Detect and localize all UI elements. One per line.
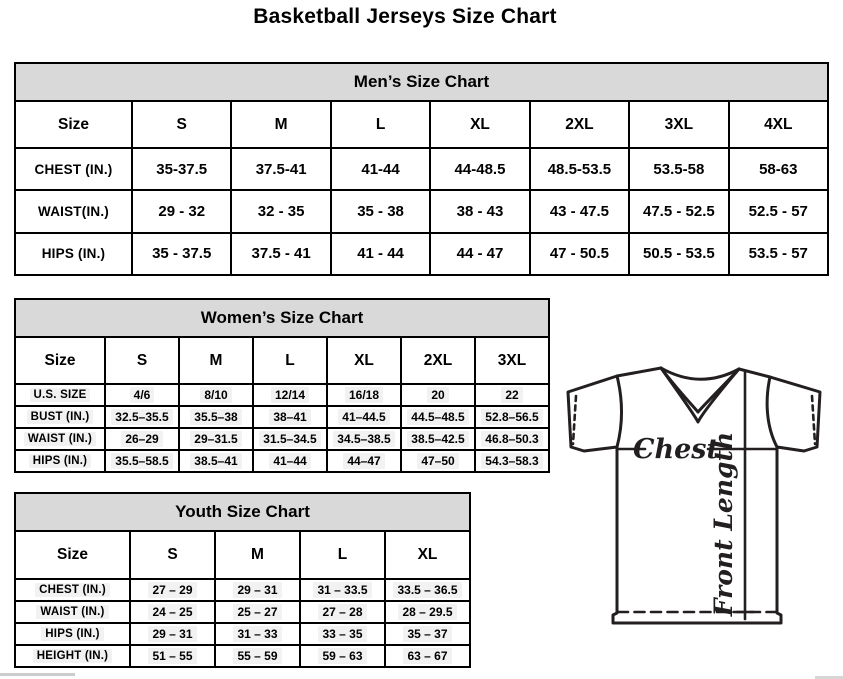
value-cell-text: 31 – 33 — [233, 626, 281, 642]
value-cell — [476, 407, 548, 427]
value-cell — [301, 580, 384, 600]
column-header-3xl-text: 3XL — [497, 351, 527, 369]
value-cell — [630, 191, 727, 231]
value-cell — [232, 149, 329, 189]
column-header-2xl — [531, 102, 628, 147]
value-cell-text: 44-48.5 — [454, 160, 506, 178]
value-cell-text: 38.5–42.5 — [407, 431, 468, 447]
size-column-header — [16, 102, 131, 147]
value-cell — [386, 602, 469, 622]
value-cell — [254, 429, 326, 449]
value-cell-text: 34.5–38.5 — [333, 431, 394, 447]
value-cell — [254, 451, 326, 471]
value-cell — [431, 234, 528, 274]
value-cell — [730, 149, 827, 189]
column-header-l — [332, 102, 429, 147]
column-header-s-text: S — [167, 546, 178, 563]
bottom-left-partial-element — [0, 673, 75, 676]
row-label-text: HIPS (IN.) — [29, 454, 91, 468]
value-cell — [133, 191, 230, 231]
value-cell — [402, 385, 474, 405]
row-label-text: CHEST (IN.) — [34, 161, 113, 177]
jersey-diagram — [558, 362, 830, 628]
row-label-text: WAIST (IN.) — [24, 432, 96, 446]
armhole-seam-left-line — [617, 376, 622, 447]
youth-size-table — [14, 492, 471, 668]
row-label — [16, 407, 104, 427]
value-cell — [133, 149, 230, 189]
value-cell — [232, 234, 329, 274]
value-cell-text: 29 – 31 — [148, 626, 196, 642]
value-cell-text: 38.5–41 — [190, 453, 241, 469]
value-cell — [332, 149, 429, 189]
value-cell-text: 41–44.5 — [338, 409, 389, 425]
value-cell-text: 26–29 — [121, 431, 162, 447]
value-cell — [216, 624, 299, 644]
value-cell — [180, 407, 252, 427]
value-cell-text: 54.3–58.3 — [481, 453, 542, 469]
row-label-text: WAIST(IN.) — [38, 203, 109, 219]
value-cell-text: 22 — [501, 387, 522, 403]
column-header-m-text: M — [209, 351, 223, 369]
value-cell-text: 32.5–35.5 — [111, 409, 172, 425]
armhole-seam-right-line — [767, 377, 777, 447]
value-cell-text: 32 - 35 — [257, 202, 305, 220]
value-cell-text: 37.5 - 41 — [251, 245, 311, 263]
value-cell — [730, 191, 827, 231]
column-header-l-text: L — [337, 546, 348, 563]
size-column-header-text: Size — [56, 546, 88, 563]
value-cell — [328, 407, 400, 427]
value-cell — [332, 234, 429, 274]
value-cell — [131, 646, 214, 666]
row-label — [16, 429, 104, 449]
page-title: Basketball Jerseys Size Chart — [253, 5, 557, 28]
column-header-2xl-text: 2XL — [565, 115, 594, 133]
value-cell-text: 29 - 32 — [158, 202, 206, 220]
value-cell-text: 51 – 55 — [148, 648, 196, 664]
value-cell-text: 63 – 67 — [403, 648, 451, 664]
value-cell-text: 53.5 - 57 — [748, 245, 808, 263]
column-header-3xl — [476, 338, 548, 383]
mens-table-grid — [16, 102, 827, 274]
value-cell-text: 35 - 38 — [357, 202, 404, 220]
value-cell — [254, 407, 326, 427]
value-cell — [131, 624, 214, 644]
value-cell-text: 44 - 47 — [456, 245, 504, 263]
value-cell-text: 31.5–34.5 — [259, 431, 320, 447]
column-header-s — [106, 338, 178, 383]
value-cell — [630, 149, 727, 189]
value-cell — [476, 451, 548, 471]
column-header-3xl-text: 3XL — [664, 115, 694, 133]
value-cell — [131, 580, 214, 600]
column-header-xl — [386, 532, 469, 578]
value-cell-text: 28 – 29.5 — [398, 604, 456, 620]
column-header-m-text: M — [251, 546, 264, 563]
value-cell — [531, 234, 628, 274]
collar-band-bottom-line — [661, 368, 739, 422]
value-cell-text: 20 — [427, 387, 448, 403]
value-cell — [106, 451, 178, 471]
size-column-header — [16, 532, 129, 578]
row-label — [16, 149, 131, 189]
column-header-l-text: L — [285, 351, 295, 369]
row-label — [16, 451, 104, 471]
value-cell — [301, 624, 384, 644]
value-cell — [216, 580, 299, 600]
value-cell — [180, 429, 252, 449]
value-cell-text: 41 - 44 — [357, 245, 404, 263]
value-cell — [328, 429, 400, 449]
value-cell — [106, 407, 178, 427]
column-header-l — [301, 532, 384, 578]
value-cell — [386, 580, 469, 600]
column-header-m — [232, 102, 329, 147]
column-header-xl — [431, 102, 528, 147]
value-cell-text: 55 – 59 — [233, 648, 281, 664]
column-header-4xl-text: 4XL — [764, 115, 793, 133]
row-label — [16, 191, 131, 231]
column-header-m — [216, 532, 299, 578]
row-label-text: WAIST (IN.) — [36, 605, 108, 619]
value-cell-text: 43 - 47.5 — [549, 202, 610, 220]
value-cell — [386, 624, 469, 644]
value-cell-text: 24 – 25 — [148, 604, 196, 620]
value-cell-text: 33 – 35 — [318, 626, 366, 642]
value-cell-text: 35 – 37 — [403, 626, 451, 642]
value-cell — [133, 234, 230, 274]
column-header-xl — [328, 338, 400, 383]
value-cell-text: 29 – 31 — [233, 582, 281, 598]
size-column-header-text: Size — [57, 115, 89, 133]
row-label — [16, 385, 104, 405]
row-label-text: CHEST (IN.) — [35, 583, 110, 597]
front-length-label: Front Length — [709, 431, 738, 617]
value-cell-text: 35 - 37.5 — [152, 245, 212, 263]
value-cell — [431, 149, 528, 189]
column-header-4xl — [730, 102, 827, 147]
value-cell-text: 37.5-41 — [255, 160, 307, 178]
youth-table-title: Youth Size Chart — [16, 494, 469, 532]
column-header-s-text: S — [136, 351, 148, 369]
row-label-text: HEIGHT (IN.) — [33, 649, 112, 663]
value-cell-text: 31 – 33.5 — [313, 582, 371, 598]
collar-back-line — [661, 368, 739, 379]
column-header-l — [254, 338, 326, 383]
womens-size-table — [14, 298, 550, 473]
value-cell-text: 4/6 — [130, 387, 155, 403]
column-header-xl-text: XL — [417, 546, 438, 563]
value-cell — [431, 191, 528, 231]
womens-table-grid — [16, 338, 548, 471]
value-cell — [180, 385, 252, 405]
column-header-m-text: M — [274, 115, 288, 133]
value-cell-text: 44.5–48.5 — [407, 409, 468, 425]
cuff-dashed-right-line — [812, 396, 815, 444]
value-cell-text: 44–47 — [343, 453, 384, 469]
mens-table-title: Men’s Size Chart — [16, 64, 827, 102]
column-header-l-text: L — [375, 115, 386, 133]
row-label-text: U.S. SIZE — [30, 388, 91, 402]
size-column-header-text: Size — [44, 351, 76, 369]
value-cell-text: 50.5 - 53.5 — [642, 245, 715, 263]
value-cell — [402, 451, 474, 471]
value-cell — [328, 451, 400, 471]
value-cell-text: 52.5 - 57 — [748, 202, 808, 220]
youth-table-grid — [16, 532, 469, 666]
column-header-xl-text: XL — [470, 115, 490, 133]
value-cell-text: 58-63 — [759, 160, 798, 178]
value-cell — [476, 429, 548, 449]
value-cell — [476, 385, 548, 405]
value-cell — [328, 385, 400, 405]
value-cell-text: 33.5 – 36.5 — [393, 582, 461, 598]
mens-size-table — [14, 62, 829, 276]
value-cell-text: 41–44 — [269, 453, 310, 469]
value-cell-text: 27 – 29 — [148, 582, 196, 598]
column-header-s-text: S — [176, 115, 187, 133]
value-cell — [106, 385, 178, 405]
value-cell-text: 8/10 — [200, 387, 231, 403]
column-header-s — [131, 532, 214, 578]
value-cell-text: 59 – 63 — [318, 648, 366, 664]
value-cell — [232, 191, 329, 231]
value-cell-text: 52.8–56.5 — [481, 409, 542, 425]
value-cell-text: 35.5–38 — [190, 409, 241, 425]
value-cell-text: 35.5–58.5 — [111, 453, 172, 469]
column-header-m — [180, 338, 252, 383]
womens-table-title: Women’s Size Chart — [16, 300, 548, 338]
cuff-dashed-left-line — [573, 396, 576, 444]
value-cell-text: 41-44 — [361, 160, 400, 178]
value-cell-text: 47 - 50.5 — [549, 245, 610, 263]
value-cell — [386, 646, 469, 666]
value-cell — [216, 646, 299, 666]
value-cell-text: 47–50 — [417, 453, 458, 469]
value-cell — [301, 646, 384, 666]
value-cell — [301, 602, 384, 622]
value-cell — [531, 191, 628, 231]
column-header-s — [133, 102, 230, 147]
value-cell-text: 27 – 28 — [318, 604, 366, 620]
column-header-xl-text: XL — [354, 351, 374, 369]
column-header-3xl — [630, 102, 727, 147]
row-label — [16, 646, 129, 666]
value-cell — [131, 602, 214, 622]
value-cell — [216, 602, 299, 622]
row-label — [16, 624, 129, 644]
value-cell — [531, 149, 628, 189]
value-cell-text: 38 - 43 — [456, 202, 504, 220]
chest-label: Chest — [633, 434, 719, 465]
value-cell — [332, 191, 429, 231]
value-cell-text: 38–41 — [269, 409, 310, 425]
value-cell — [402, 407, 474, 427]
value-cell — [106, 429, 178, 449]
value-cell-text: 47.5 - 52.5 — [642, 202, 715, 220]
value-cell — [630, 234, 727, 274]
value-cell-text: 35-37.5 — [156, 160, 208, 178]
value-cell-text: 48.5-53.5 — [547, 160, 612, 178]
value-cell-text: 25 – 27 — [233, 604, 281, 620]
value-cell — [730, 234, 827, 274]
column-header-2xl-text: 2XL — [423, 351, 453, 369]
size-column-header — [16, 338, 104, 383]
value-cell-text: 53.5-58 — [653, 160, 705, 178]
value-cell — [402, 429, 474, 449]
value-cell-text: 46.8–50.3 — [481, 431, 542, 447]
row-label — [16, 602, 129, 622]
row-label-text: HIPS (IN.) — [41, 246, 106, 262]
value-cell-text: 16/18 — [345, 387, 383, 403]
value-cell-text: 29–31.5 — [190, 431, 241, 447]
value-cell-text: 12/14 — [271, 387, 309, 403]
row-label — [16, 234, 131, 274]
column-header-2xl — [402, 338, 474, 383]
value-cell — [180, 451, 252, 471]
row-label-text: HIPS (IN.) — [41, 627, 103, 641]
row-label-text: BUST (IN.) — [27, 410, 94, 424]
value-cell — [254, 385, 326, 405]
row-label — [16, 580, 129, 600]
